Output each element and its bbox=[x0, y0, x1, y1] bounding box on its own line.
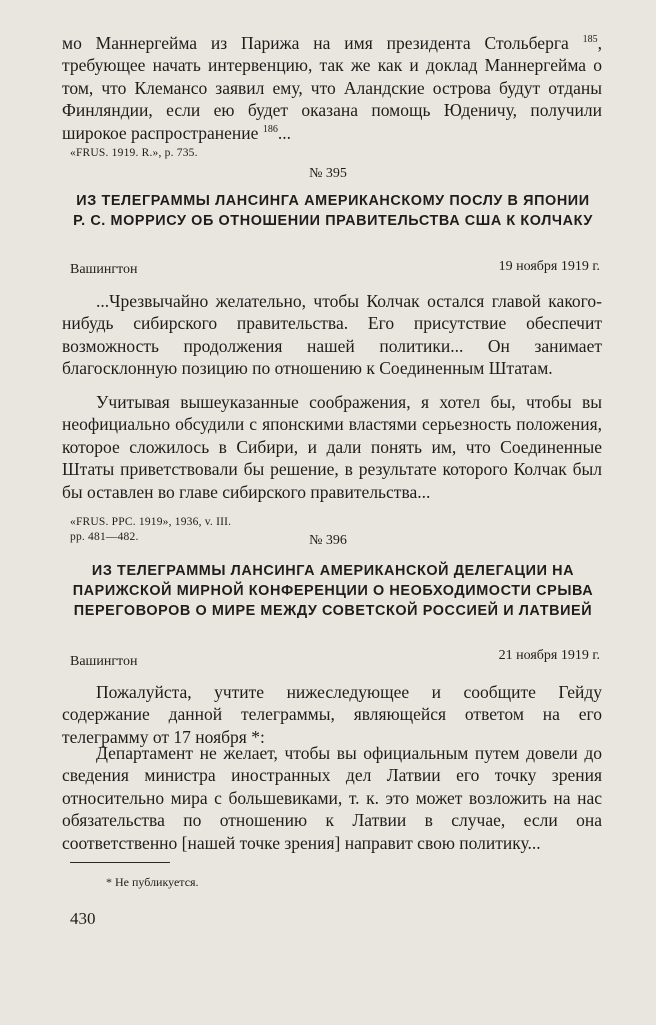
footnote-ref: 185 bbox=[582, 34, 598, 46]
date: 21 ноября 1919 г. bbox=[498, 648, 600, 663]
footnote-ref: 186 bbox=[262, 123, 278, 135]
continued-paragraph bbox=[62, 32, 602, 144]
place: Вашингтон bbox=[70, 262, 138, 277]
source-citation: «FRUS. 1919. R.», p. 735. bbox=[70, 147, 198, 159]
document-number: № 396 bbox=[309, 533, 347, 548]
paragraph-text: мо Маннергейма из Парижа на имя президента Стольберга bbox=[62, 33, 583, 53]
footnote-divider bbox=[70, 862, 170, 863]
paragraph: Департамент не желает, чтобы вы официальным путем довели до сведения министра иностранных дел Латвии его точку зрения относительно мира с большевиками, т. к. это может возложить на нас обязательства по отношению к Латвии в случае, если она соответственно [нашей точке зрения] направит свою политику... bbox=[62, 743, 602, 853]
document-title: ИЗ ТЕЛЕГРАММЫ ЛАНСИНГА АМЕРИКАНСКОЙ ДЕЛЕГАЦИИ НА ПАРИЖСКОЙ МИРНОЙ КОНФЕРЕНЦИИ О НЕОБХОДИМОСТИ СРЫВА ПЕРЕГОВОРОВ О МИРЕ МЕЖДУ СОВЕТСКОЙ РОССИЕЙ И ЛАТВИЕЙ bbox=[72, 563, 594, 619]
source-citation: pp. 481—482. bbox=[70, 531, 139, 543]
document-number: № 395 bbox=[309, 166, 347, 181]
paragraph-text: , требующее начать интервенцию, так же как и доклад Маннергейма о том, что Клемансо заявил ему, что Аландские острова будут отданы Финляндии, если ею будет оказана помощь Юденичу, получили широкое распространение bbox=[62, 33, 602, 143]
page-number: 430 bbox=[70, 909, 96, 928]
date: 19 ноября 1919 г. bbox=[498, 259, 600, 274]
place: Вашингтон bbox=[70, 654, 138, 669]
source-citation: «FRUS. PPC. 1919», 1936, v. III. bbox=[70, 516, 232, 528]
paragraph: Пожалуйста, учтите нижеследующее и сообщите Гейду содержание данной телеграммы, являющейся ответом на его телеграмму от 17 ноября *: bbox=[62, 682, 602, 747]
paragraph: Учитывая вышеуказанные соображения, я хотел бы, чтобы вы неофициально обсудили с японскими властями серьезность положения, которое сложилось в Сибири, и дали понять им, что Соединенные Штаты приветствовали бы решение, в результате которого Колчак был бы оставлен во главе сибирского правительства... bbox=[62, 392, 602, 502]
paragraph-text: ... bbox=[277, 122, 291, 143]
footnote: * Не публикуется. bbox=[106, 875, 199, 889]
paragraph: ...Чрезвычайно желательно, чтобы Колчак остался главой какого-нибудь сибирского правительства. Его присутствие обеспечит возможность продолжения нашей политики... Он занимает благосклонную позицию по отношению к Соединенным Штатам. bbox=[62, 291, 602, 379]
document-title: ИЗ ТЕЛЕГРАММЫ ЛАНСИНГА АМЕРИКАНСКОМУ ПОСЛУ В ЯПОНИИ Р. С. МОРРИСУ ОБ ОТНОШЕНИИ ПРАВИТЕЛЬСТВА США К КОЛЧАКУ bbox=[73, 193, 593, 229]
